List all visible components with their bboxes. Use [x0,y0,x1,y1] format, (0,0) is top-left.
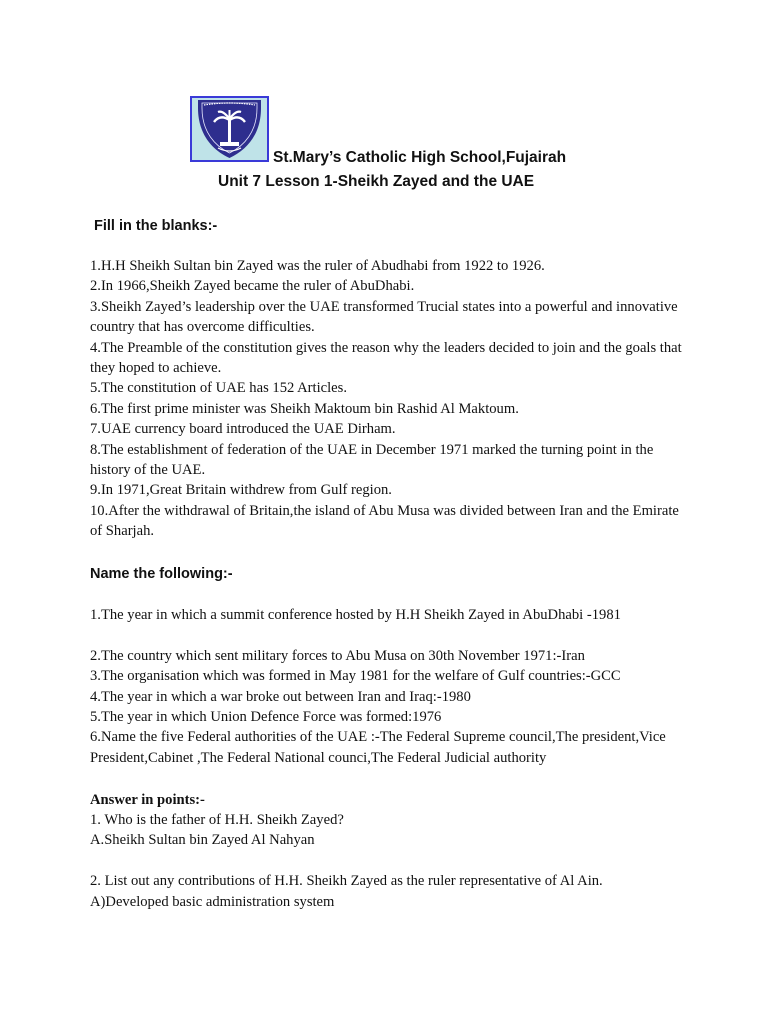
fill-blanks-heading: Fill in the blanks:- [94,218,218,234]
fill-blanks-list [90,256,690,542]
list-item: 4.The year in which a war broke out between Iran and Iraq:-1980 [90,688,471,705]
list-item: 1.H.H Sheikh Sultan bin Zayed was the ruler of Abudhabi from 1922 to 1926. [90,258,545,274]
list-item: 7.UAE currency board introduced the UAE Dirham. [90,421,396,438]
list-item: 6.Name the five Federal authorities of the UAE :-The Federal Supreme council,The president,Vice President,Cabinet ,The Federal National counci,The Federal Judicial authority [90,729,666,766]
list-item: 9.In 1971,Great Britain withdrew from Gulf region. [90,482,392,499]
list-item: 5.The constitution of UAE has 152 Articles. [90,380,347,397]
answer-points-heading: Answer in points:- [90,792,205,808]
answer-points-list [90,810,690,912]
list-item: 6.The first prime minister was Sheikh Maktoum bin Rashid Al Maktoum. [90,400,519,417]
school-name: St.Mary’s Catholic High School,Fujairah [273,149,567,166]
list-item: 2.In 1966,Sheikh Zayed became the ruler of AbuDhabi. [90,278,415,295]
list-item: 5.The year in which Union Defence Force was formed:1976 [90,709,442,726]
lesson-title: Unit 7 Lesson 1-Sheikh Zayed and the UAE [218,173,535,190]
answer-1: A.Sheikh Sultan bin Zayed Al Nahyan [90,832,315,849]
name-following-list [90,605,690,768]
list-item: 3.Sheikh Zayed’s leadership over the UAE transformed Trucial states into a powerful and innovative country that has overcome difficulties. [90,298,678,336]
question-1: 1. Who is the father of H.H. Sheikh Zayed? [90,812,344,828]
list-item: 8.The establishment of federation of the UAE in December 1971 marked the turning point in the history of the UAE. [90,441,654,479]
list-item: 2.The country which sent military forces to Abu Musa on 30th November 1971:-Iran [90,647,585,664]
list-item: 1.The year in which a summit conference hosted by H.H Sheikh Zayed in AbuDhabi -1981 [90,607,621,623]
name-following-heading: Name the following:- [90,566,233,582]
answer-2: A)Developed basic administration system [90,893,335,910]
question-2: 2. List out any contributions of H.H. Sheikh Zayed as the ruler representative of Al Ain. [90,873,603,890]
school-logo [190,96,269,162]
list-item: 4.The Preamble of the constitution gives the reason why the leaders decided to join and the goals that they hoped to achieve. [90,339,682,377]
list-item: 10.After the withdrawal of Britain,the island of Abu Musa was divided between Iran and the Emirate of Sharjah. [90,502,679,540]
school-crest-palm-tree-icon [192,98,267,160]
list-item: 3.The organisation which was formed in May 1981 for the welfare of Gulf countries:-GCC [90,668,621,685]
